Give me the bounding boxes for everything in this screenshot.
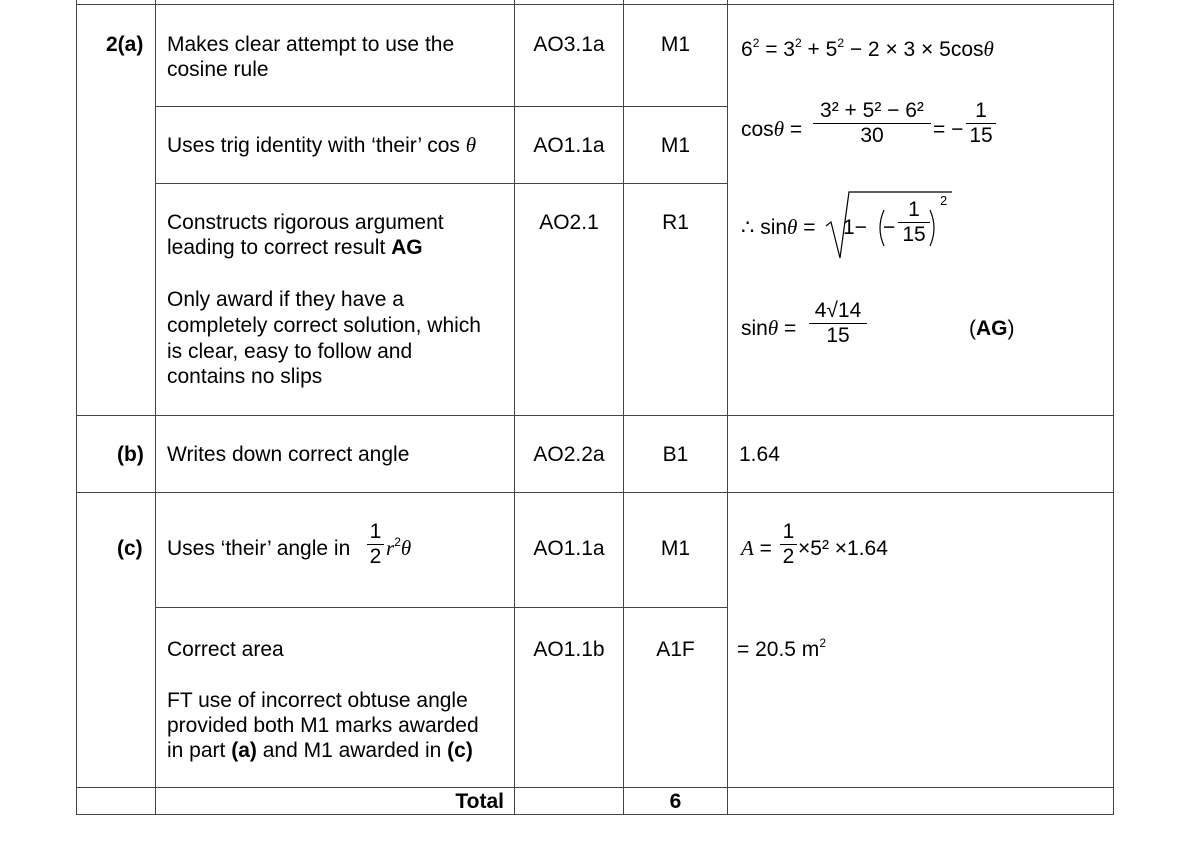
mark-code: B1 bbox=[662, 443, 689, 466]
part-label: (b) bbox=[117, 443, 144, 466]
one-fifteenth-fraction: 1 15 bbox=[898, 198, 930, 247]
row-note: FT use of incorrect obtuse angle bbox=[167, 689, 468, 712]
mark-code: A1F bbox=[656, 638, 695, 661]
sin-theta-lhs: ∴ sinθ = bbox=[741, 215, 816, 239]
mark-code: M1 bbox=[660, 537, 691, 560]
grid-line bbox=[155, 607, 727, 608]
grid-line bbox=[76, 415, 1114, 416]
row-description: Correct area bbox=[167, 638, 284, 661]
one-minus: 1− bbox=[843, 216, 867, 239]
sin-theta-fraction: 4√14 15 bbox=[809, 299, 867, 348]
row-note: completely correct solution, which bbox=[167, 314, 481, 337]
theta-symbol: θ bbox=[465, 133, 477, 157]
total-label: Total bbox=[455, 790, 504, 813]
ag-marker: (AG) bbox=[969, 317, 1015, 340]
grid-line bbox=[514, 0, 515, 815]
ao-code: AO2.2a bbox=[533, 443, 605, 466]
mark-code: M1 bbox=[660, 33, 691, 56]
grid-line bbox=[76, 4, 1114, 5]
row-note: provided both M1 marks awarded bbox=[167, 714, 479, 737]
answer-value: 1.64 bbox=[739, 443, 780, 466]
row-note: contains no slips bbox=[167, 365, 323, 388]
mark-code: R1 bbox=[662, 211, 689, 234]
ao-code: AO1.1b bbox=[533, 638, 605, 661]
row-description: Uses ‘their’ angle in bbox=[167, 537, 351, 560]
mark-code: M1 bbox=[660, 134, 691, 157]
area-lhs: A = bbox=[741, 536, 772, 560]
row-note: Only award if they have a bbox=[167, 288, 404, 311]
row-note: in part (a) and M1 awarded in (c) bbox=[167, 739, 473, 762]
area-formula: $r^2\theta$ bbox=[386, 535, 412, 560]
grid-line bbox=[623, 0, 624, 815]
ao-code: AO1.1a bbox=[533, 134, 605, 157]
row-description: leading to correct result AG bbox=[167, 236, 423, 259]
cos-theta-fraction: 3² + 5² − 6² 30 bbox=[813, 99, 931, 148]
row-description: Makes clear attempt to use the bbox=[167, 33, 455, 56]
half-fraction: 1 2 bbox=[367, 520, 384, 569]
ao-code: AO1.1a bbox=[533, 537, 605, 560]
minus-sign: − bbox=[883, 216, 896, 239]
cosine-rule-equation: $6^2 = 3^2 + 5^2 - 2 \times 3 \times 5\cos\theta$ bbox=[741, 36, 994, 61]
total-value: 6 bbox=[669, 790, 682, 813]
grid-line bbox=[155, 106, 727, 107]
part-label: 2(a) bbox=[106, 33, 144, 56]
grid-line bbox=[1113, 0, 1114, 815]
ag-label: AG bbox=[391, 236, 423, 259]
ao-code: AO3.1a bbox=[533, 33, 605, 56]
row-description: cosine rule bbox=[167, 58, 269, 81]
row-note: is clear, easy to follow and bbox=[167, 340, 413, 363]
cos-theta-lhs: cosθ = bbox=[741, 117, 803, 141]
row-description: Writes down correct angle bbox=[167, 443, 410, 466]
area-expression: ×5² ×1.64 bbox=[798, 537, 888, 560]
square-exponent: 2 bbox=[940, 193, 948, 208]
grid-line bbox=[76, 814, 1114, 815]
row-description: Constructs rigorous argument bbox=[167, 211, 444, 234]
sin-theta-result-lhs: sinθ = bbox=[741, 316, 797, 340]
grid-line bbox=[155, 183, 727, 184]
grid-line bbox=[155, 0, 156, 815]
grid-line bbox=[76, 492, 1114, 493]
part-label: (c) bbox=[117, 537, 143, 560]
grid-line bbox=[76, 787, 1114, 788]
area-result: = 20.5 $m^2$ bbox=[737, 636, 826, 661]
equals-minus: = − bbox=[933, 118, 964, 141]
half-fraction: 1 2 bbox=[780, 520, 797, 569]
ao-code: AO2.1 bbox=[539, 211, 599, 234]
one-fifteenth-fraction: 1 15 bbox=[966, 99, 996, 148]
grid-line bbox=[727, 0, 728, 815]
row-description: Uses trig identity with ‘their’ cos θ bbox=[167, 133, 477, 157]
grid-line bbox=[76, 0, 77, 815]
